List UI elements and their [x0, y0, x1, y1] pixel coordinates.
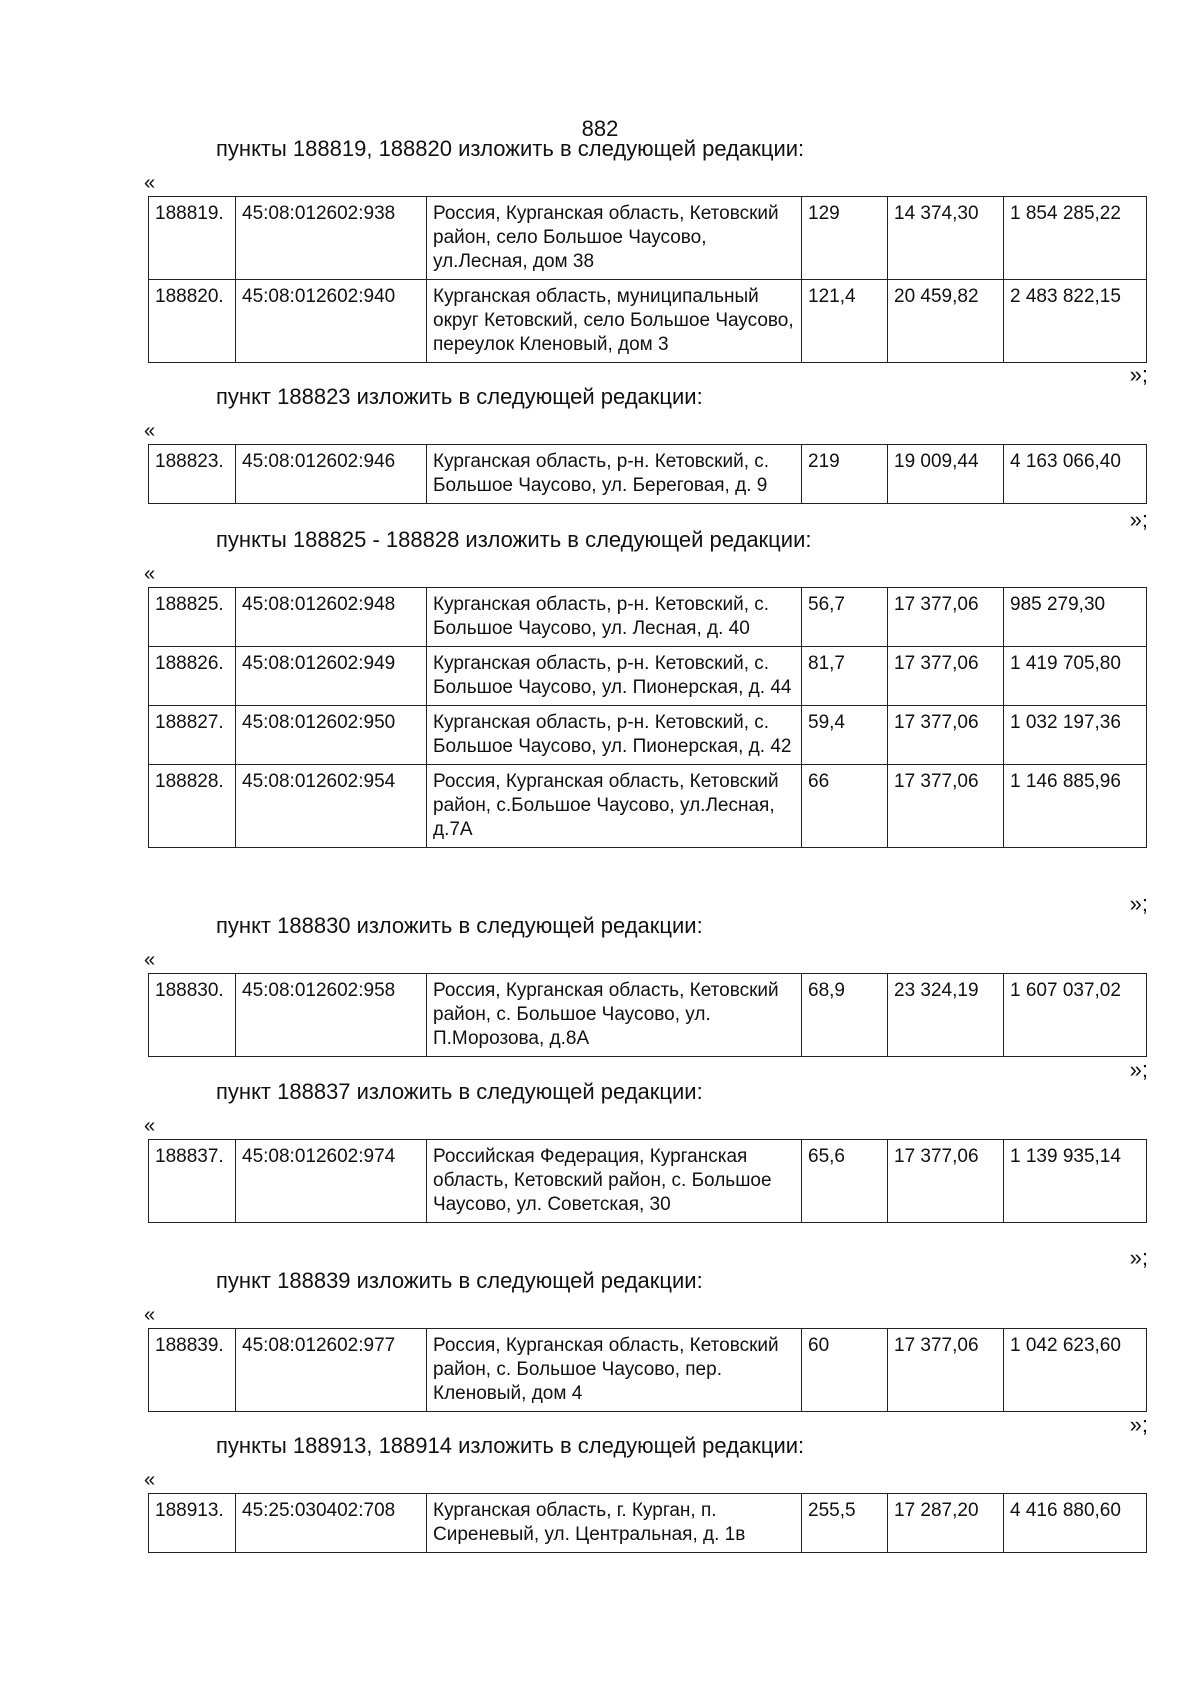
amendment-heading: пункт 188839 изложить в следующей редакции: [216, 1268, 703, 1293]
opening-quote: « [144, 172, 156, 194]
opening-quote: « [144, 1469, 156, 1491]
closing-quote: »; [1129, 1412, 1148, 1437]
table-row [149, 1140, 1147, 1223]
table-row [149, 197, 1147, 280]
amendment-heading: пункт 188837 изложить в следующей редакции: [216, 1079, 703, 1104]
item-number-cell: 188839. [149, 1329, 236, 1412]
table-row [149, 765, 1147, 848]
unit-value-cell: 23 324,19 [888, 974, 1004, 1057]
amendment-heading: пункты 188825 - 188828 изложить в следующей редакции: [216, 527, 812, 552]
cadastral-number-cell: 45:08:012602:974 [236, 1140, 427, 1223]
property-table [148, 1139, 1147, 1223]
unit-value-cell: 17 377,06 [888, 588, 1004, 647]
item-number-cell: 188820. [149, 280, 236, 363]
cadastral-number-cell: 45:08:012602:977 [236, 1329, 427, 1412]
cadastral-number-cell: 45:08:012602:948 [236, 588, 427, 647]
item-number-cell: 188826. [149, 647, 236, 706]
opening-quote: « [144, 1115, 156, 1137]
address-cell: Россия, Курганская область, Кетовский район, с.Большое Чаусово, ул.Лесная, д.7А [427, 765, 802, 848]
item-number-cell: 188913. [149, 1494, 236, 1553]
cadastral-value-cell: 4 163 066,40 [1004, 445, 1147, 504]
unit-value-cell: 17 287,20 [888, 1494, 1004, 1553]
area-cell: 60 [802, 1329, 888, 1412]
unit-value-cell: 17 377,06 [888, 765, 1004, 848]
unit-value-cell: 19 009,44 [888, 445, 1004, 504]
cadastral-value-cell: 985 279,30 [1004, 588, 1147, 647]
table-row [149, 280, 1147, 363]
cadastral-value-cell: 1 042 623,60 [1004, 1329, 1147, 1412]
property-table [148, 1493, 1147, 1553]
table-row [149, 974, 1147, 1057]
property-table [148, 1328, 1147, 1412]
closing-quote: »; [1129, 507, 1148, 532]
cadastral-number-cell: 45:08:012602:950 [236, 706, 427, 765]
opening-quote: « [144, 1304, 156, 1326]
cadastral-value-cell: 1 139 935,14 [1004, 1140, 1147, 1223]
item-number-cell: 188828. [149, 765, 236, 848]
cadastral-number-cell: 45:08:012602:946 [236, 445, 427, 504]
area-cell: 255,5 [802, 1494, 888, 1553]
amendment-heading: пункт 188830 изложить в следующей редакции: [216, 913, 703, 938]
amendment-heading: пункт 188823 изложить в следующей редакции: [216, 384, 703, 409]
cadastral-value-cell: 1 607 037,02 [1004, 974, 1147, 1057]
closing-quote: »; [1129, 1057, 1148, 1082]
address-cell: Курганская область, муниципальный округ Кетовский, село Большое Чаусово, переулок Кленовый, дом 3 [427, 280, 802, 363]
address-cell: Курганская область, г. Курган, п. Сиреневый, ул. Центральная, д. 1в [427, 1494, 802, 1553]
cadastral-number-cell: 45:08:012602:938 [236, 197, 427, 280]
cadastral-number-cell: 45:08:012602:949 [236, 647, 427, 706]
cadastral-value-cell: 4 416 880,60 [1004, 1494, 1147, 1553]
cadastral-number-cell: 45:08:012602:954 [236, 765, 427, 848]
opening-quote: « [144, 420, 156, 442]
table-row [149, 1494, 1147, 1553]
address-cell: Россия, Курганская область, Кетовский район, село Большое Чаусово, ул.Лесная, дом 38 [427, 197, 802, 280]
cadastral-number-cell: 45:08:012602:958 [236, 974, 427, 1057]
property-table [148, 196, 1147, 363]
address-cell: Россия, Курганская область, Кетовский район, с. Большое Чаусово, ул. П.Морозова, д.8А [427, 974, 802, 1057]
item-number-cell: 188823. [149, 445, 236, 504]
table-row [149, 445, 1147, 504]
cadastral-value-cell: 1 854 285,22 [1004, 197, 1147, 280]
area-cell: 219 [802, 445, 888, 504]
address-cell: Курганская область, р-н. Кетовский, с. Большое Чаусово, ул. Пионерская, д. 42 [427, 706, 802, 765]
item-number-cell: 188827. [149, 706, 236, 765]
address-cell: Российская Федерация, Курганская область, Кетовский район, с. Большое Чаусово, ул. Советская, 30 [427, 1140, 802, 1223]
unit-value-cell: 17 377,06 [888, 1329, 1004, 1412]
cadastral-value-cell: 1 032 197,36 [1004, 706, 1147, 765]
address-cell: Курганская область, р-н. Кетовский, с. Большое Чаусово, ул. Лесная, д. 40 [427, 588, 802, 647]
opening-quote: « [144, 563, 156, 585]
area-cell: 81,7 [802, 647, 888, 706]
amendment-heading: пункты 188913, 188914 изложить в следующей редакции: [216, 1433, 805, 1458]
unit-value-cell: 17 377,06 [888, 706, 1004, 765]
area-cell: 68,9 [802, 974, 888, 1057]
page-number: 882 [581, 116, 619, 141]
area-cell: 59,4 [802, 706, 888, 765]
unit-value-cell: 20 459,82 [888, 280, 1004, 363]
item-number-cell: 188819. [149, 197, 236, 280]
property-table [148, 444, 1147, 504]
closing-quote: »; [1129, 362, 1148, 387]
amendment-heading: пункты 188819, 188820 изложить в следующей редакции: [216, 136, 805, 161]
address-cell: Россия, Курганская область, Кетовский район, с. Большое Чаусово, пер. Кленовый, дом 4 [427, 1329, 802, 1412]
property-table [148, 973, 1147, 1057]
unit-value-cell: 17 377,06 [888, 1140, 1004, 1223]
unit-value-cell: 17 377,06 [888, 647, 1004, 706]
table-row [149, 588, 1147, 647]
cadastral-value-cell: 2 483 822,15 [1004, 280, 1147, 363]
table-row [149, 1329, 1147, 1412]
unit-value-cell: 14 374,30 [888, 197, 1004, 280]
table-row [149, 647, 1147, 706]
cadastral-number-cell: 45:25:030402:708 [236, 1494, 427, 1553]
closing-quote: »; [1129, 1245, 1148, 1270]
area-cell: 121,4 [802, 280, 888, 363]
closing-quote: »; [1129, 891, 1148, 916]
table-row [149, 706, 1147, 765]
cadastral-value-cell: 1 419 705,80 [1004, 647, 1147, 706]
item-number-cell: 188837. [149, 1140, 236, 1223]
cadastral-number-cell: 45:08:012602:940 [236, 280, 427, 363]
cadastral-value-cell: 1 146 885,96 [1004, 765, 1147, 848]
address-cell: Курганская область, р-н. Кетовский, с. Большое Чаусово, ул. Пионерская, д. 44 [427, 647, 802, 706]
property-table [148, 587, 1147, 848]
address-cell: Курганская область, р-н. Кетовский, с. Большое Чаусово, ул. Береговая, д. 9 [427, 445, 802, 504]
area-cell: 56,7 [802, 588, 888, 647]
item-number-cell: 188830. [149, 974, 236, 1057]
item-number-cell: 188825. [149, 588, 236, 647]
opening-quote: « [144, 949, 156, 971]
area-cell: 66 [802, 765, 888, 848]
area-cell: 129 [802, 197, 888, 280]
area-cell: 65,6 [802, 1140, 888, 1223]
